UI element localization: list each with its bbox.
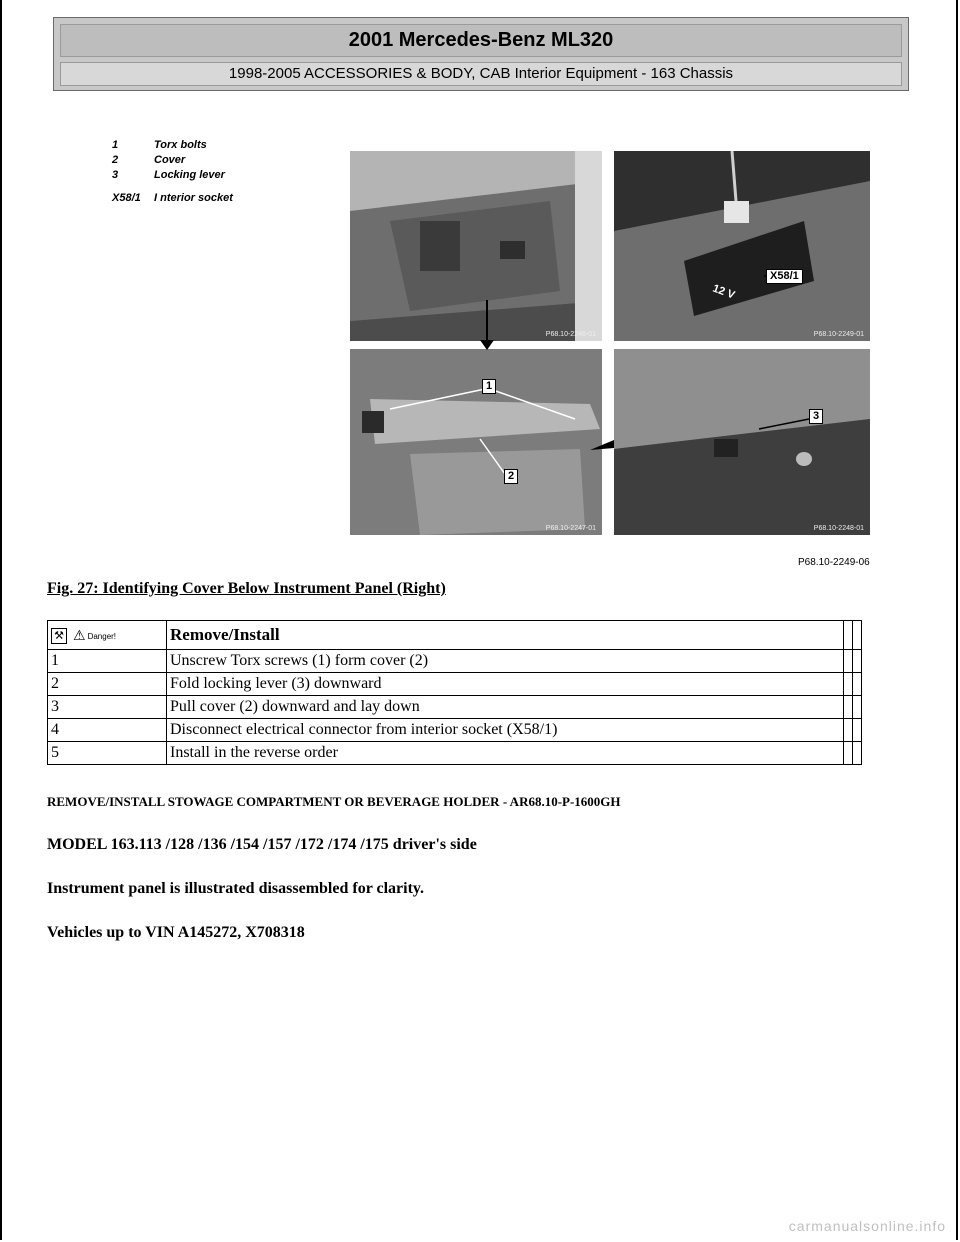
table-empty-cell: [853, 650, 862, 673]
callout-1: 1: [482, 379, 496, 394]
section-heading: REMOVE/INSTALL STOWAGE COMPARTMENT OR BEVERAGE HOLDER - AR68.10-P-1600GH: [47, 794, 621, 809]
callout-x58-1: X58/1: [766, 269, 803, 284]
step-number: 4: [48, 719, 167, 742]
watermark: carmanualsonline.info: [788, 1218, 946, 1234]
procedure-table: [47, 620, 862, 765]
step-text: Disconnect electrical connector from interior socket (X58/1): [167, 719, 844, 742]
legend-label: Cover: [154, 154, 186, 166]
table-row: [48, 696, 862, 719]
note-line: Instrument panel is illustrated disassembled for clarity.: [47, 880, 425, 897]
step-number: 1: [48, 650, 167, 673]
tool-icon: ⚒: [51, 628, 67, 644]
socket-voltage-label: 12 V: [710, 282, 737, 302]
figure-pointer-lines: [0, 0, 960, 600]
table-row: [48, 650, 862, 673]
table-empty-cell: [853, 719, 862, 742]
photo-code: P68.10-2246-01: [545, 331, 596, 338]
model-line: MODEL 163.113 /128 /136 /154 /157 /172 /174 /175 driver's side: [47, 836, 477, 853]
table-header-row: [48, 621, 862, 650]
callout-3: 3: [809, 409, 823, 424]
step-text: Install in the reverse order: [167, 742, 844, 765]
table-empty-cell: [853, 673, 862, 696]
step-text: Unscrew Torx screws (1) form cover (2): [167, 650, 844, 673]
table-row: [48, 719, 862, 742]
legend-key: 3: [112, 169, 119, 181]
step-text: Fold locking lever (3) downward: [167, 673, 844, 696]
table-empty-cell: [853, 742, 862, 765]
legend-label: Locking lever: [154, 169, 225, 181]
legend-label: Torx bolts: [154, 139, 207, 151]
header-subtitle: 1998-2005 ACCESSORIES & BODY, CAB Interior Equipment - 163 Chassis: [60, 62, 902, 86]
table-empty-cell: [844, 719, 853, 742]
step-number: 5: [48, 742, 167, 765]
legend-label: I nterior socket: [154, 192, 233, 204]
danger-label: Danger!: [87, 631, 117, 641]
danger-warning: [73, 628, 116, 644]
table-empty-cell: [844, 673, 853, 696]
warning-triangle-icon: ⚠: [73, 628, 86, 644]
vehicles-line: Vehicles up to VIN A145272, X708318: [47, 924, 305, 941]
legend-key: X58/1: [112, 192, 141, 204]
legend-key: 1: [112, 139, 119, 151]
photo-code: P68.10-2249-01: [813, 331, 864, 338]
photo-code: P68.10-2247-01: [545, 525, 596, 532]
table-header-title: Remove/Install: [167, 621, 844, 650]
table-empty-cell: [853, 696, 862, 719]
step-number: 3: [48, 696, 167, 719]
header-title: 2001 Mercedes-Benz ML320: [60, 24, 902, 57]
figure-code: P68.10-2249-06: [798, 557, 870, 568]
photo-code: P68.10-2248-01: [813, 525, 864, 532]
table-empty-cell: [844, 621, 853, 650]
callout-2: 2: [504, 469, 518, 484]
table-empty-cell: [844, 742, 853, 765]
figure-caption: Fig. 27: Identifying Cover Below Instrument Panel (Right): [47, 580, 446, 597]
table-empty-cell: [844, 650, 853, 673]
step-number: 2: [48, 673, 167, 696]
table-empty-cell: [853, 621, 862, 650]
step-text: Pull cover (2) downward and lay down: [167, 696, 844, 719]
table-row: [48, 742, 862, 765]
table-empty-cell: [844, 696, 853, 719]
legend-key: 2: [112, 154, 119, 166]
table-row: [48, 673, 862, 696]
header-icons-cell: [48, 621, 167, 650]
